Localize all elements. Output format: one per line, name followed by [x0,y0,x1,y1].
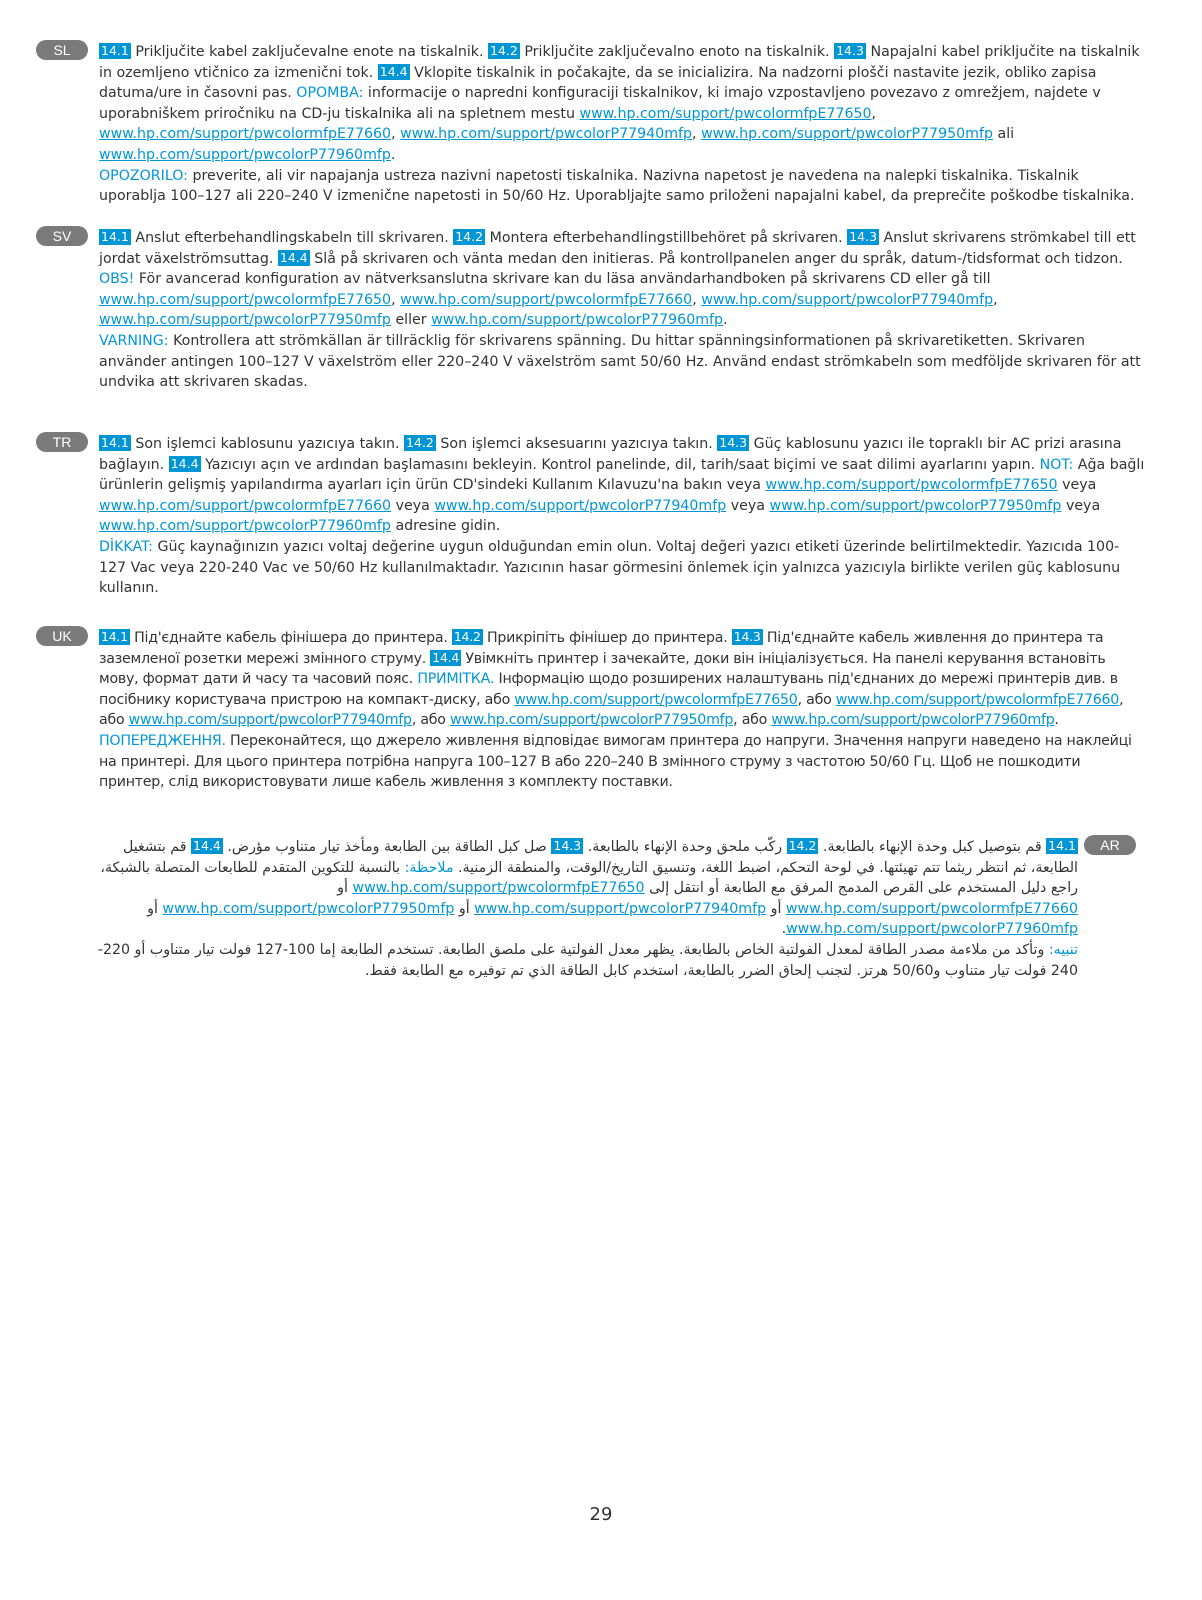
support-link-p77940[interactable]: www.hp.com/support/pwcolorP77940mfp [474,900,767,917]
warning-label: OPOZORILO: [99,167,188,184]
support-link-e77660[interactable]: www.hp.com/support/pwcolormfpE77660 [835,691,1120,708]
step-number: 14.3 [719,435,748,450]
step-number: 14.2 [406,435,434,450]
step-text: Son işlemci aksesuarını yazıcıya takın. [440,436,713,452]
support-link-e77660[interactable]: www.hp.com/support/pwcolormfpE77660 [99,126,392,143]
support-link-p77940[interactable]: www.hp.com/support/pwcolorP77940mfp [434,497,727,514]
warning-text: preverite, ali vir napajanja ustreza nazivni napetosti tiskalnika. Nazivna napetost je navedena na nalepki tiskalnika. Tiskalnik uporablja 100–127 ali 220–240 V izmenične napetosti in 50/60 Hz. Uporabljajte samo priloženi napajalni kabel, da preprečite poškodbe tiskalnika. [99,167,1135,205]
support-link-p77960[interactable]: www.hp.com/support/pwcolorP77960mfp [99,518,391,535]
step-text: Під'єднайте кабель фінішера до принтера. [134,630,448,646]
support-link-e77650[interactable]: www.hp.com/support/pwcolormfpE77650 [514,691,798,708]
step-number: 14.2 [453,629,481,644]
support-link-e77650[interactable]: www.hp.com/support/pwcolormfpE77650 [579,105,872,122]
step-number: 14.3 [836,43,864,58]
step-number: 14.1 [101,43,129,58]
link-separator: veya [730,497,765,514]
support-link-p77960[interactable]: www.hp.com/support/pwcolorP77960mfp [786,921,1078,938]
warning-label: DİKKAT: [99,538,153,555]
warning-text: Kontrollera att strömkällan är tillräcklig för skrivarens spänning. Du hittar spänningsinformationen på skrivaretiketten. Skrivaren använder antingen 100–127 V växelström eller 220–240 V växelström samt 50/60 Hz. Använd endast strömkabeln som medföljde skrivaren för att undvika att skrivaren skadas. [99,332,1141,391]
step-number: 14.4 [170,455,199,471]
note-text: Інформацію щодо розширених налаштувань під'єднаних до мережі принтерів див. в посібнику користувача пристрою на компакт-диску, або [99,671,1118,708]
support-link-p77940[interactable]: www.hp.com/support/pwcolorP77940mfp [400,126,693,143]
step-text: Slå på skrivaren och vänta medan den initieras. På kontrollpanelen anger du språk, datum-/tidsformat och tidzon. [314,250,1123,267]
link-separator: أو [770,900,782,917]
step-number: 14.2 [455,229,484,244]
link-separator: veya [1065,497,1101,514]
step-number: 14.3 [553,838,582,853]
step-number: 14.4 [279,249,308,265]
section-uk-text: 14.1 Під'єднайте кабель фінішера до принтера. 14.2 Прикріпіть фінішер до принтера. 14.3 Під'єднайте кабель живлення до принтера та заземленої розетки мережі змінного струму. 14.4 Увімкніть принтер і зачекайте, доки він ініціалізується. На панелі керування встановіть мову, формат дати й часу та часовий пояс. ПРИМІТКА. Інформацію щодо розширених налаштувань під'єднаних до мережі принтерів див. в посібнику користувача пристрою на компакт-диску, або www.hp.com/support/pwcolormfpE77650, або www.hp.com/support/pwcolormfpE77660, або www.hp.com/support/pwcolorP77940mfp, або www.hp.com/support/pwcolorP77950mfp, або www.hp.com/support/pwcolorP77960mfp. ПОПЕРЕДЖЕННЯ. Переконайтеся, що джерело живлення відповідає вимогам принтера до напруги. Значення напруги наведено на наклейці на принтері. Для цього принтера потрібна напруга 100–127 В або 220–240 В змінного струму з частотою 50/60 Гц. Щоб не пошкодити принтер, слід використовувати лише кабель живлення з комплекту поставки. [99,629,1132,791]
note-text: Ağa bağlı ürünlerin gelişmiş yapılandırma ayarları için ürün CD'sindeki Kullanım Kılavuzu'na bakın veya [99,456,1145,494]
step-number: 14.3 [733,629,761,644]
tail-text: adresine gidin. [395,518,501,535]
support-link-p77950[interactable]: www.hp.com/support/pwcolorP77950mfp [769,497,1062,514]
support-link-e77660[interactable]: www.hp.com/support/pwcolormfpE77660 [99,497,392,514]
section-sv-text: 14.1 Anslut efterbehandlingskabeln till skrivaren. 14.2 Montera efterbehandlingstillbehöret på skrivaren. 14.3 Anslut skrivarens strömkabel till ett jordat växelströmsuttag. 14.4 Slå på skrivaren och vänta medan den initieras. På kontrollpanelen anger du språk, datum-/tidsformat och tidzon. OBS! För avancerad konfiguration av nätverksanslutna skrivare kan du läsa användarhandboken på skrivarens CD eller gå till www.hp.com/support/pwcolormfpE77650, www.hp.com/support/pwcolormfpE77660, www.hp.com/support/pwcolorP77940mfp, www.hp.com/support/pwcolorP77950mfp eller www.hp.com/support/pwcolorP77960mfp. VARNING: Kontrollera att strömkällan är tillräcklig för skrivarens spänning. Du hittar spänningsinformationen på skrivaretiketten. Skrivaren använder antingen 100–127 V växelström eller 220–240 V växelström samt 50/60 Hz. Använd endast strömkabeln som medföljde skrivaren för att undvika att skrivaren skadas. [99,229,1141,391]
language-badge-uk: UK [36,626,88,646]
warning-text: Переконайтеся, що джерело живлення відповідає вимогам принтера до напруги. Значення напруги наведено на наклейці на принтері. Для цього принтера потрібна напруга 100–127 В або 220–240 В змінного струму з частотою 50/60 Гц. Щоб не пошкодити принтер, слід використовувати лише кабель живлення з комплекту поставки. [99,732,1132,791]
language-badge-sl: SL [36,40,88,60]
step-text: Увімкніть принтер і зачекайте, доки він ініціалізується. На панелі керування встановіть мову, формат дати й часу та часовий пояс. [99,650,1106,688]
support-link-p77960[interactable]: www.hp.com/support/pwcolorP77960mfp [431,312,724,329]
link-separator: أو [147,900,158,917]
warning-text: Güç kaynağınızın yazıcı voltaj değerine uygun olduğundan emin olun. Voltaj değeri yazıcı etiketi üzerinde belirtilmektedir. Yazıcıda 100-127 Vac veya 220-240 Vac ve 50/60 Hz kullanılmaktadır. Yazıcının hasar görmesini önlemek için yalnızca yazıcıyla birlikte verilen güç kablosunu kullanın. [99,538,1121,597]
note-text: För avancerad konfiguration av nätverksanslutna skrivare kan du läsa användarhandboken på skrivarens CD eller gå till [138,271,991,288]
support-link-p77940[interactable]: www.hp.com/support/pwcolorP77940mfp [701,291,994,308]
warning-label: تنبيه: [1048,941,1078,958]
section-ar-text: 14.1 قم بتوصيل كبل وحدة الإنهاء بالطابعة. 14.2 ركّب ملحق وحدة الإنهاء بالطابعة. 14.3 صل كبل الطاقة بين الطابعة ومأخذ تيار متناوب مؤرض. 14.4 قم بتشغيل الطابعة، ثم انتظر ريثما تتم تهيئتها. في لوحة التحكم، اضبط اللغة، وتنسيق التاريخ/الوقت، والمنطقة الزمنية. ملاحظة: بالنسبة للتكوين المتقدم للطابعات المتصلة بالشبكة، راجع دليل المستخدم على القرص المدمج المرفق مع الطابعة أو انتقل إلى www.hp.com/support/pwcolormfpE77650 أو www.hp.com/support/pwcolormfpE77660 أو www.hp.com/support/pwcolorP77940mfp أو www.hp.com/support/pwcolorP77950mfp أو www.hp.com/support/pwcolorP77960mfp. تنبيه: وتأكد من ملاءمة مصدر الطاقة لمعدل الفولتية الخاص بالطابعة. يظهر معدل الفولتية على ملصق الطابعة. تستخدم الطابعة إما 100-127 فولت تيار متناوب أو 220-240 فولت تيار متناوب و50/60 هرتز. لتجنب إلحاق الضرر بالطابعة، استخدم كابل الطاقة الذي تم توفيره مع الطابعة فقط. [97,838,1078,979]
step-number: 14.1 [101,435,129,450]
step-text: Anslut efterbehandlingskabeln till skrivaren. [135,230,449,246]
note-text: بالنسبة للتكوين المتقدم للطابعات المتصلة بالشبكة، راجع دليل المستخدم على القرص المدمج المرفق مع الطابعة أو انتقل إلى [100,859,1078,897]
step-text: Під'єднайте кабель живлення до принтера та заземленої розетки мережі змінного струму. [99,630,1104,667]
step-text: Vklopite tiskalnik in počakajte, da se inicializira. Na nadzorni plošči nastavite jezik, obliko zapisa datuma/ure in časovni pas. [99,64,1097,102]
step-text: Прикріпіть фінішер до принтера. [486,630,728,646]
note-label: OBS! [99,271,135,288]
step-number: 14.4 [379,63,408,79]
step-number: 14.3 [849,229,878,244]
step-number: 14.4 [432,649,460,665]
note-label: ملاحظة: [404,859,454,876]
step-text: قم بتوصيل كبل وحدة الإنهاء بالطابعة. [822,839,1042,855]
note-label: NOT: [1039,456,1074,473]
step-text: Montera efterbehandlingstillbehöret på skrivaren. [489,230,843,246]
step-text: ركّب ملحق وحدة الإنهاء بالطابعة. [587,839,783,855]
link-separator: або [806,691,832,708]
step-text: Güç kablosunu yazıcı ile topraklı bir AC prizi arasına bağlayın. [99,436,1122,473]
step-number: 14.1 [101,229,129,244]
warning-text: وتأكد من ملاءمة مصدر الطاقة لمعدل الفولتية الخاص بالطابعة. يظهر معدل الفولتية على ملصق الطابعة. تستخدم الطابعة إما 100-127 فولت تيار متناوب أو 220-240 فولت تيار متناوب و50/60 هرتز. لتجنب إلحاق الضرر بالطابعة، استخدم كابل الطاقة الذي تم توفيره مع الطابعة فقط. [97,941,1078,979]
support-link-p77950[interactable]: www.hp.com/support/pwcolorP77950mfp [162,900,455,917]
page-number: 29 [589,1504,613,1525]
step-text: Son işlemci kablosunu yazıcıya takın. [135,436,400,452]
warning-label: VARNING: [99,332,169,349]
support-link-p77950[interactable]: www.hp.com/support/pwcolorP77950mfp [449,712,734,729]
support-link-e77660[interactable]: www.hp.com/support/pwcolormfpE77660 [785,900,1078,917]
step-text: Anslut skrivarens strömkabel till ett jordat växelströmsuttag. [99,230,1136,267]
link-separator: або [741,712,768,729]
step-text: Priključite zaključevalno enoto na tiskalnik. [524,44,830,60]
link-separator: ali [997,126,1015,143]
support-link-e77660[interactable]: www.hp.com/support/pwcolormfpE77660 [400,291,693,308]
language-badge-ar: AR [1084,835,1136,855]
support-link-p77940[interactable]: www.hp.com/support/pwcolorP77940mfp [128,712,412,729]
step-number: 14.1 [1048,838,1076,853]
language-badge-tr: TR [36,432,88,452]
link-separator: veya [395,497,430,514]
note-label: OPOMBA: [296,85,364,102]
link-separator: або [99,712,125,729]
section-tr-text [99,434,1145,599]
step-number: 14.2 [490,43,518,58]
step-number: 14.2 [788,838,817,853]
support-link-e77650[interactable]: www.hp.com/support/pwcolormfpE77650 [352,880,645,897]
step-text: Napajalni kabel priključite na tiskalnik in ozemljeno vtičnico za izmenični tok. [99,44,1140,81]
link-separator: eller [395,312,427,329]
note-label: ПРИМІТКА. [417,671,495,688]
support-link-p77960[interactable]: www.hp.com/support/pwcolorP77960mfp [99,146,391,163]
link-separator: أو [337,880,348,897]
section-sl-text: 14.1 Priključite kabel zaključevalne enote na tiskalnik. 14.2 Priključite zaključevalno enoto na tiskalnik. 14.3 Napajalni kabel priključite na tiskalnik in ozemljeno vtičnico za izmenični tok. 14.4 Vklopite tiskalnik in počakajte, da se inicializira. Na nadzorni plošči nastavite jezik, obliko zapisa datuma/ure in časovni pas. OPOMBA: informacije o napredni konfiguraciji tiskalnikov, ki imajo vzpostavljeno povezavo z omrežjem, najdete v uporabniškem priročniku na CD-ju tiskalnika ali na spletnem mestu www.hp.com/support/pwcolormfpE77650, www.hp.com/support/pwcolormfpE77660, www.hp.com/support/pwcolorP77940mfp, www.hp.com/support/pwcolorP77950mfp ali www.hp.com/support/pwcolorP77960mfp. OPOZORILO: preverite, ali vir napajanja ustreza nazivni napetosti tiskalnika. Nazivna napetost je navedena na nalepki tiskalnika. Tiskalnik uporablja 100–127 ali 220–240 V izmenične napetosti in 50/60 Hz. Uporabljajte samo priloženi napajalni kabel, da preprečite poškodbe tiskalnika. [99,43,1140,205]
language-badge-sv: SV [36,226,88,246]
support-link-e77650[interactable]: www.hp.com/support/pwcolormfpE77650 [99,291,392,308]
support-link-p77950[interactable]: www.hp.com/support/pwcolorP77950mfp [99,312,391,329]
note-text: informacije o napredni konfiguraciji tiskalnikov, ki imajo vzpostavljeno povezavo z omrežjem, najdete v uporabniškem priročniku na CD-ju tiskalnika ali na spletnem mestu [99,85,1101,122]
link-separator: або [420,712,446,729]
step-text: قم بتشغيل الطابعة، ثم انتظر ريثما تتم تهيئتها. في لوحة التحكم، اضبط اللغة، وتنسيق التاريخ/الوقت، والمنطقة الزمنية. [123,839,1078,876]
step-text: Priključite kabel zaključevalne enote na tiskalnik. [135,44,484,60]
support-link-e77650[interactable]: www.hp.com/support/pwcolormfpE77650 [765,477,1058,494]
step-text: صل كبل الطاقة بين الطابعة ومأخذ تيار متناوب مؤرض. [227,839,547,855]
step-number: 14.1 [101,629,128,644]
support-link-p77950[interactable]: www.hp.com/support/pwcolorP77950mfp [701,126,993,143]
link-separator: veya [1062,477,1097,494]
warning-label: ПОПЕРЕДЖЕННЯ. [99,732,226,749]
support-link-p77960[interactable]: www.hp.com/support/pwcolorP77960mfp [771,712,1055,729]
step-text: Yazıcıyı açın ve ardından başlamasını bekleyin. Kontrol panelinde, dil, tarih/saat biçimi ve saat dilimi ayarlarını yapın. [205,456,1036,473]
step-number: 14.4 [193,838,221,853]
link-separator: أو [458,900,470,917]
